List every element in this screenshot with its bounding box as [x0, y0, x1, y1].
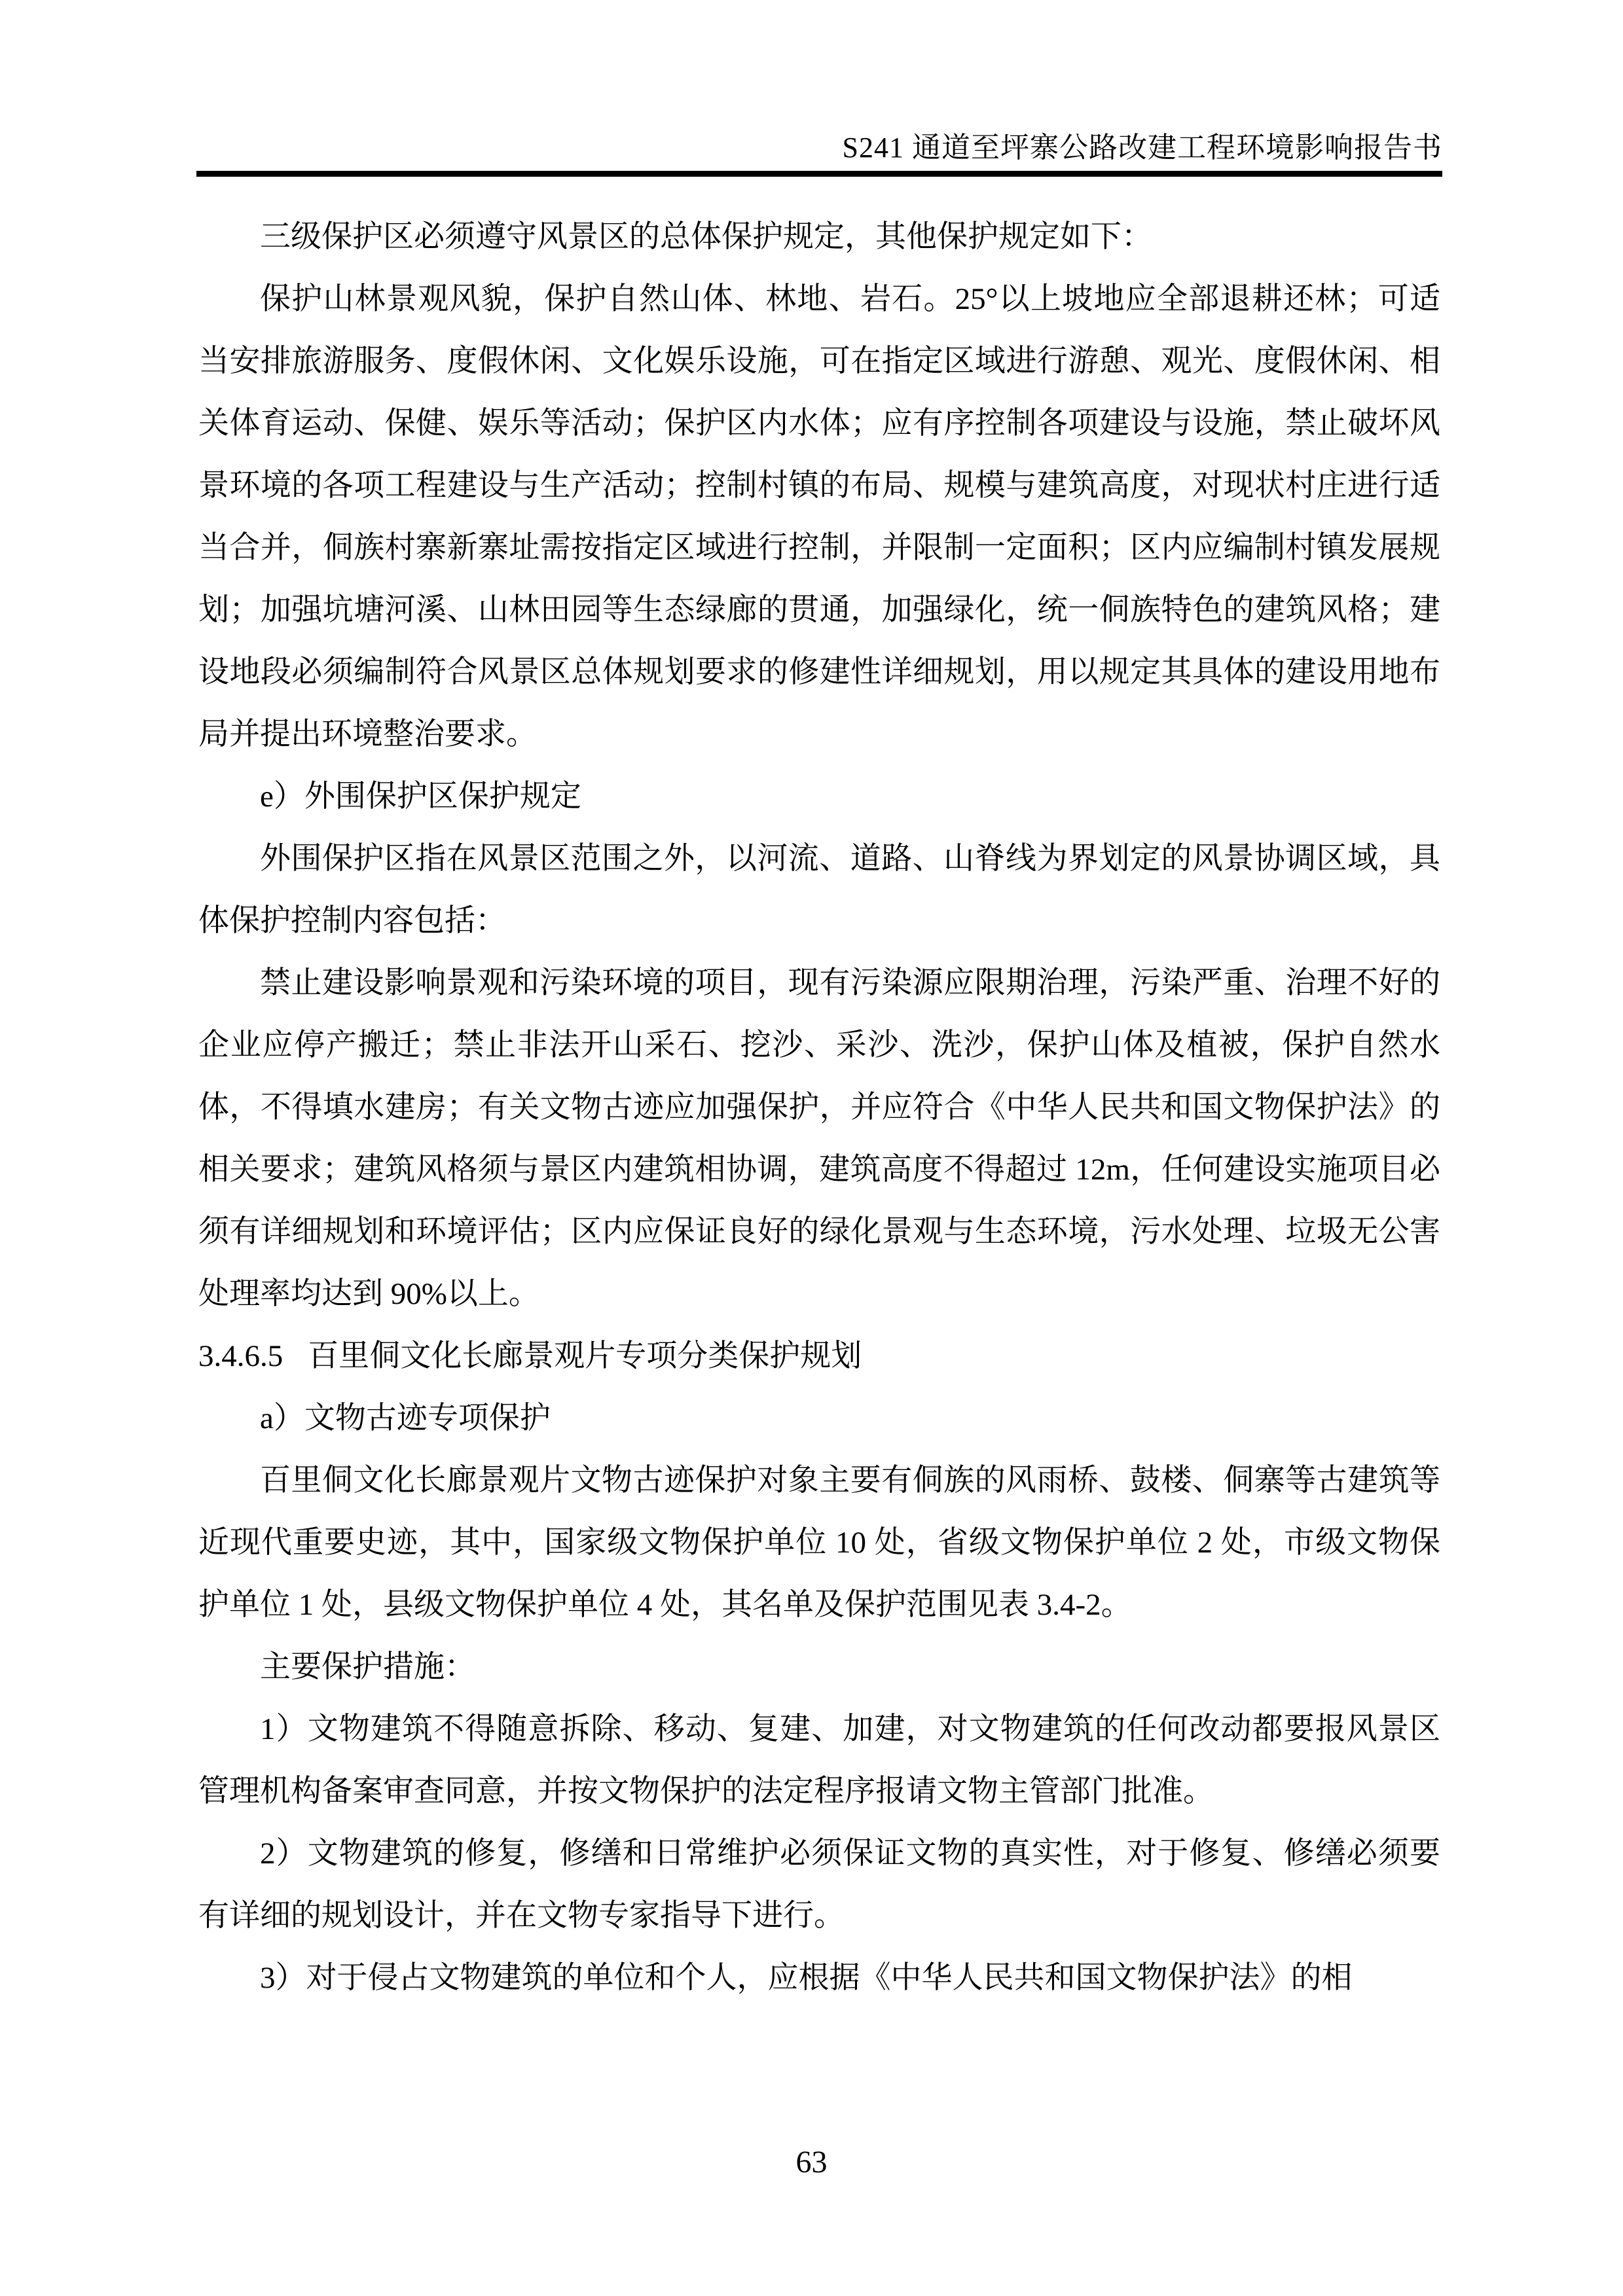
page-footer — [0, 2145, 1623, 2179]
paragraph: 三级保护区必须遵守风景区的总体保护规定，其他保护规定如下： — [260, 220, 1152, 254]
paragraph: 2）文物建筑的修复，修缮和日常维护必须保证文物的真实性，对于修复、修缮必须要有详细的规划设计，并在文物专家指导下进行。 — [198, 1837, 1440, 1933]
running-header-title: S241 通道至坪寨公路改建工程环境影响报告书 — [842, 132, 1442, 164]
document-body — [198, 206, 1440, 2009]
section-heading-number: 3.4.6.5 — [198, 1339, 283, 1373]
paragraph: 外围保护区指在风景区范围之外，以河流、道路、山脊线为界划定的风景协调区域，具体保护控制内容包括： — [198, 842, 1440, 938]
paragraph: 禁止建设影响景观和污染环境的项目，现有污染源应限期治理，污染严重、治理不好的企业应停产搬迁；禁止非法开山采石、挖沙、采沙、洗沙，保护山体及植被，保护自然水体，不得填水建房；有关文物古迹应加强保护，并应符合《中华人民共和国文物保护法》的相关要求；建筑风格须与景区内建筑相协调，建筑高度不得超过 12m，任何建设实施项目必须有详细规划和环境评估；区内应保证良好的绿化景观与生态环境，污水处理、垃圾无公害处理率均达到 90%以上。 — [198, 966, 1440, 1311]
running-header — [196, 128, 1442, 177]
section-heading-title: 百里侗文化长廊景观片专项分类保护规划 — [308, 1339, 862, 1373]
page-number: 63 — [795, 2145, 828, 2179]
paragraph: 3）对于侵占文物建筑的单位和个人，应根据《中华人民共和国文物保护法》的相 — [260, 1961, 1353, 1995]
paragraph: 1）文物建筑不得随意拆除、移动、复建、加建，对文物建筑的任何改动都要报风景区管理机构备案审查同意，并按文物保护的法定程序报请文物主管部门批准。 — [198, 1712, 1440, 1808]
section-heading — [198, 1325, 1440, 1388]
paragraph: 主要保护措施： — [260, 1650, 475, 1684]
paragraph: 保护山林景观风貌，保护自然山体、林地、岩石。25°以上坡地应全部退耕还林；可适当安排旅游服务、度假休闲、文化娱乐设施，可在指定区域进行游憩、观光、度假休闲、相关体育运动、保健、娱乐等活动；保护区内水体；应有序控制各项建设与设施，禁止破坏风景环境的各项工程建设与生产活动；控制村镇的布局、规模与建筑高度，对现状村庄进行适当合并，侗族村寨新寨址需按指定区域进行控制，并限制一定面积；区内应编制村镇发展规划；加强坑塘河溪、山林田园等生态绿廊的贯通，加强绿化，统一侗族特色的建筑风格；建设地段必须编制符合风景区总体规划要求的修建性详细规划，用以规定其具体的建设用地布局并提出环境整治要求。 — [198, 282, 1440, 751]
paragraph: 百里侗文化长廊景观片文物古迹保护对象主要有侗族的风雨桥、鼓楼、侗寨等古建筑等近现代重要史迹，其中，国家级文物保护单位 10 处，省级文物保护单位 2 处，市级文物保护单位 1 处，县级文物保护单位 4 处，其名单及保护范围见表 3.4-2。 — [198, 1463, 1440, 1622]
paragraph: a）文物古迹专项保护 — [260, 1401, 551, 1435]
paragraph: e）外围保护区保护规定 — [260, 780, 581, 814]
